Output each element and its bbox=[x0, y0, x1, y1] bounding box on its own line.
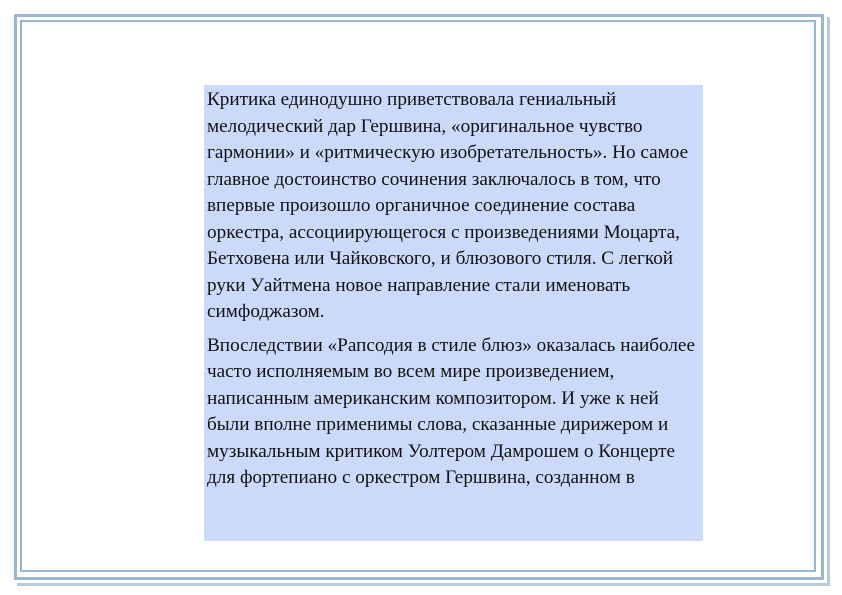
text-box bbox=[204, 85, 703, 541]
paragraph-1: Критика единодушно приветствовала гениальный мелодический дар Гершвина, «оригинальное чувство гармонии» и «ритмическую изобретательность». Но самое главное достоинство сочинения заключалось в том, что впервые произошло органичное соединение состава оркестра, ассоциирующегося с произведениями Моцарта, Бетховена или Чайковского, и блюзового стиля. С легкой руки Уайтмена новое направление стали именовать симфоджазом. bbox=[207, 89, 689, 322]
paragraph-2: Впоследствии «Рапсодия в стиле блюз» оказалась наиболее часто исполняемым во всем мире произведением, написанным американским композитором. И уже к ней были вполне применимы слова, сказанные дирижером и музыкальным критиком Уолтером Дамрошем о Концерте для фортепиано с оркестром Гершвина, созданном в bbox=[207, 334, 695, 488]
